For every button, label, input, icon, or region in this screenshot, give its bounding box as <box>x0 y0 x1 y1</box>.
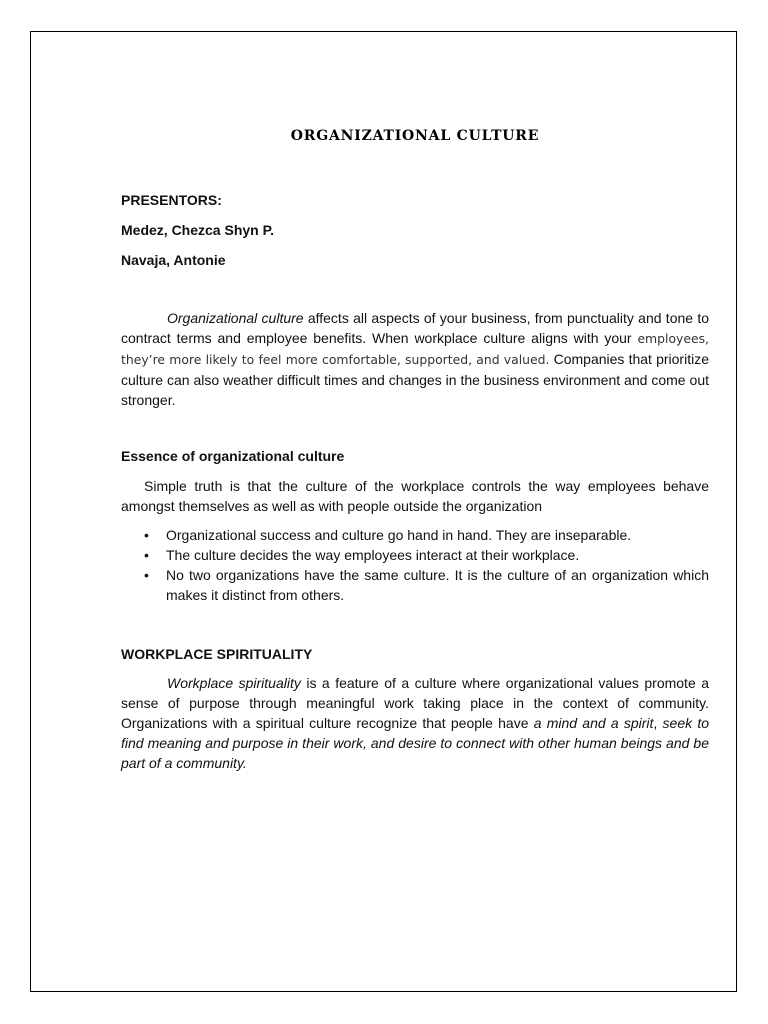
essence-paragraph: Simple truth is that the culture of the workplace controls the way employees behave amongst themselves as well as with people outside the organization <box>121 478 709 514</box>
list-item <box>121 565 709 605</box>
presenter-name: Navaja, Antonie <box>121 252 226 268</box>
spirituality-comma: , <box>653 715 663 731</box>
spirituality-paragraph <box>121 673 709 773</box>
presenters-block <box>121 190 274 280</box>
spirituality-term: Workplace spirituality <box>167 675 301 691</box>
intro-term: Organizational culture <box>167 310 304 326</box>
list-item-text: The culture decides the way employees interact at their workplace. <box>166 547 580 563</box>
presenter-name: Medez, Chezca Shyn P. <box>121 222 275 238</box>
bullet-icon: • <box>144 527 149 543</box>
list-item-text: Organizational success and culture go hand in hand. They are inseparable. <box>166 527 632 543</box>
list-item <box>121 545 709 565</box>
intro-text-b: Companies that prioritize culture can also weather difficult times and changes in the business environment and come out stronger. <box>121 351 709 408</box>
essence-heading: Essence of organizational culture <box>121 448 345 464</box>
intro-paragraph <box>121 308 709 410</box>
bullet-icon: • <box>144 547 149 563</box>
essence-bullet-list <box>121 525 709 605</box>
list-item <box>121 525 709 545</box>
presenters-label: PRESENTORS: <box>121 192 222 208</box>
document-title: ORGANIZATIONAL CULTURE <box>290 128 540 144</box>
spirituality-italic-b: seek to find meaning and purpose in their work, and desire to connect with other human beings and be part of a community. <box>121 715 709 771</box>
list-item-text: No two organizations have the same culture. It is the culture of an organization which makes it distinct from others. <box>166 567 709 603</box>
bullet-icon: • <box>144 567 149 583</box>
document-page <box>30 31 737 992</box>
spirituality-italic-a: a mind and a spirit <box>533 715 654 731</box>
intro-text-light: employees, they’re more likely to feel more comfortable, supported, and valued. <box>121 331 709 367</box>
spirituality-text-a: is a feature of a culture where organizational values promote a sense of purpose through meaningful work taking place in the context of community. Organizations with a spiritual culture recognize that people have <box>121 675 710 731</box>
intro-text-a: affects all aspects of your business, from punctuality and tone to contract terms and employee benefits. When workplace culture aligns with your <box>121 310 709 346</box>
spirituality-heading: WORKPLACE SPIRITUALITY <box>121 646 313 662</box>
